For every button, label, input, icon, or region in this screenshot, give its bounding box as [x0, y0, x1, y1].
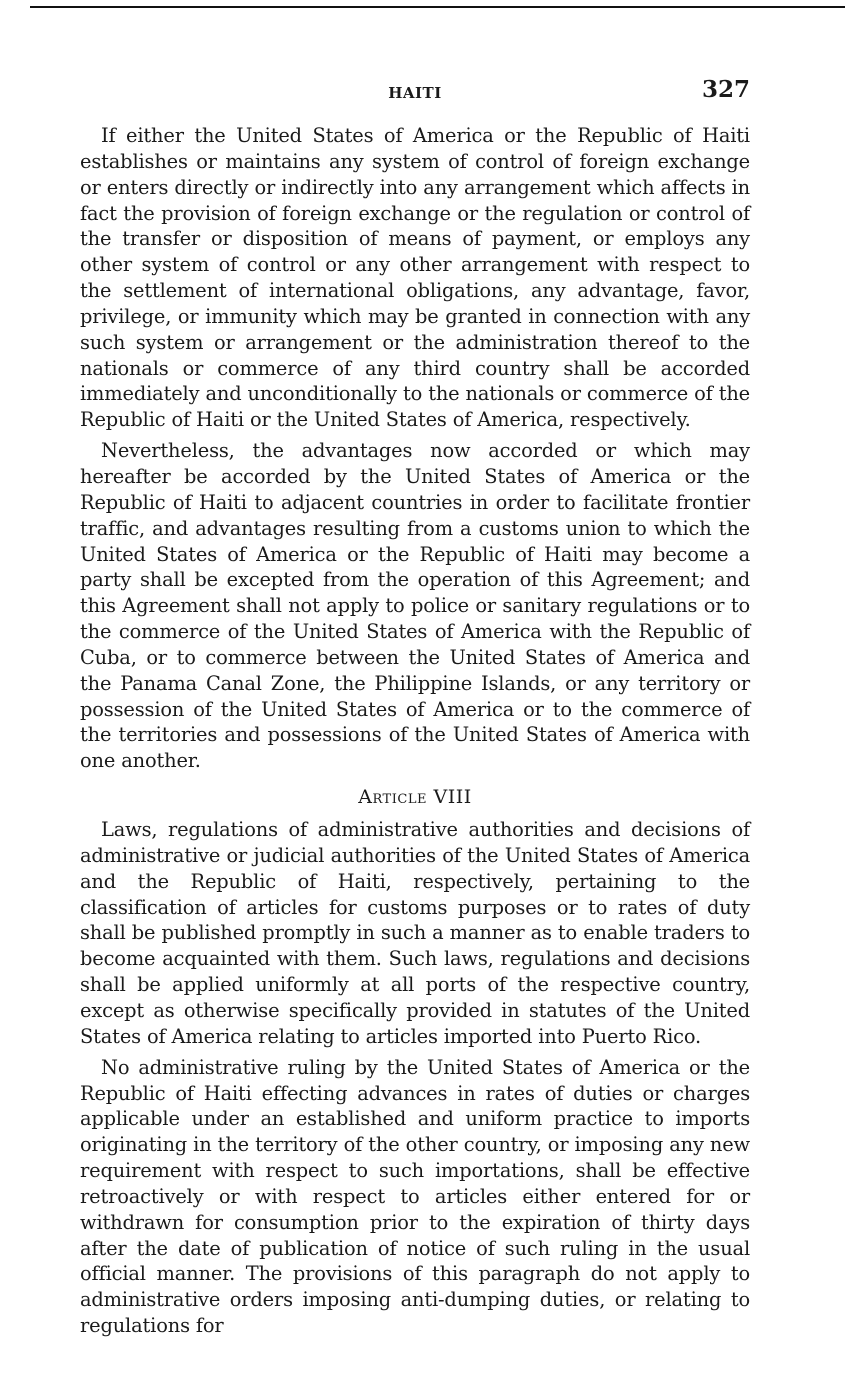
page-body	[80, 123, 750, 1344]
paragraph-administrative-rulings: No administrative ruling by the United States of America or the Republic of Haiti effecting advances in rates of duties or charges applicable under an established and uniform practice to imports originating in the territory of the other country, or imposing any new requirement with respect to such importations, shall be effective retroactively or with respect to articles either entered for or withdrawn for consumption prior to the expiration of thirty days after the date of publication of notice of such ruling in the usual official manner. The provisions of this paragraph do not apply to administrative orders imposing anti-dumping duties, or relating to regulations for	[80, 1055, 750, 1338]
top-rule	[30, 6, 845, 8]
paragraph-publication-of-laws: Laws, regulations of administrative authorities and decisions of administrative or judicial authorities of the United States of America and the Republic of Haiti, respectively, pertaining to the classification of articles for customs purposes or to rates of duty shall be published promptly in such a manner as to enable traders to become acquainted with them. Such laws, regulations and decisions shall be applied uniformly at all ports of the respective country, except as otherwise specifically provided in statutes of the United States of America relating to articles imported into Puerto Rico.	[80, 818, 750, 1048]
page-number: 327	[701, 76, 750, 103]
page-header	[80, 76, 750, 110]
article-heading: Article VIII	[358, 786, 472, 809]
paragraph-foreign-exchange: If either the United States of America or the Republic of Haiti establishes or maintains any system of control of foreign exchange or enters directly or indirectly into any arrangement which affects in fact the provision of foreign exchange or the regulation or control of the transfer or disposition of means of payment, or employs any other system of control or any other arrangement with respect to the settlement of international obligations, any advantage, favor, privilege, or immunity which may be granted in connection with any such system or arrangement or the administration thereof to the nationals or commerce of any third country shall be accorded immediately and unconditionally to the nationals or commerce of the Republic of Haiti or the United States of America, respectively.	[80, 124, 750, 432]
paragraph-exceptions: Nevertheless, the advantages now accorded or which may hereafter be accorded by the United States of America or the Republic of Haiti to adjacent countries in order to facilitate frontier traffic, and advantages resulting from a customs union to which the United States of America or the Republic of Haiti may become a party shall be excepted from the operation of this Agreement; and this Agreement shall not apply to police or sanitary regulations or to the commerce of the United States of America with the Republic of Cuba, or to commerce between the United States of America and the Panama Canal Zone, the Philippine Islands, or any territory or possession of the United States of America or to the commerce of the territories and possessions of the United States of America with one another.	[80, 439, 750, 773]
running-title: HAITI	[388, 84, 442, 102]
